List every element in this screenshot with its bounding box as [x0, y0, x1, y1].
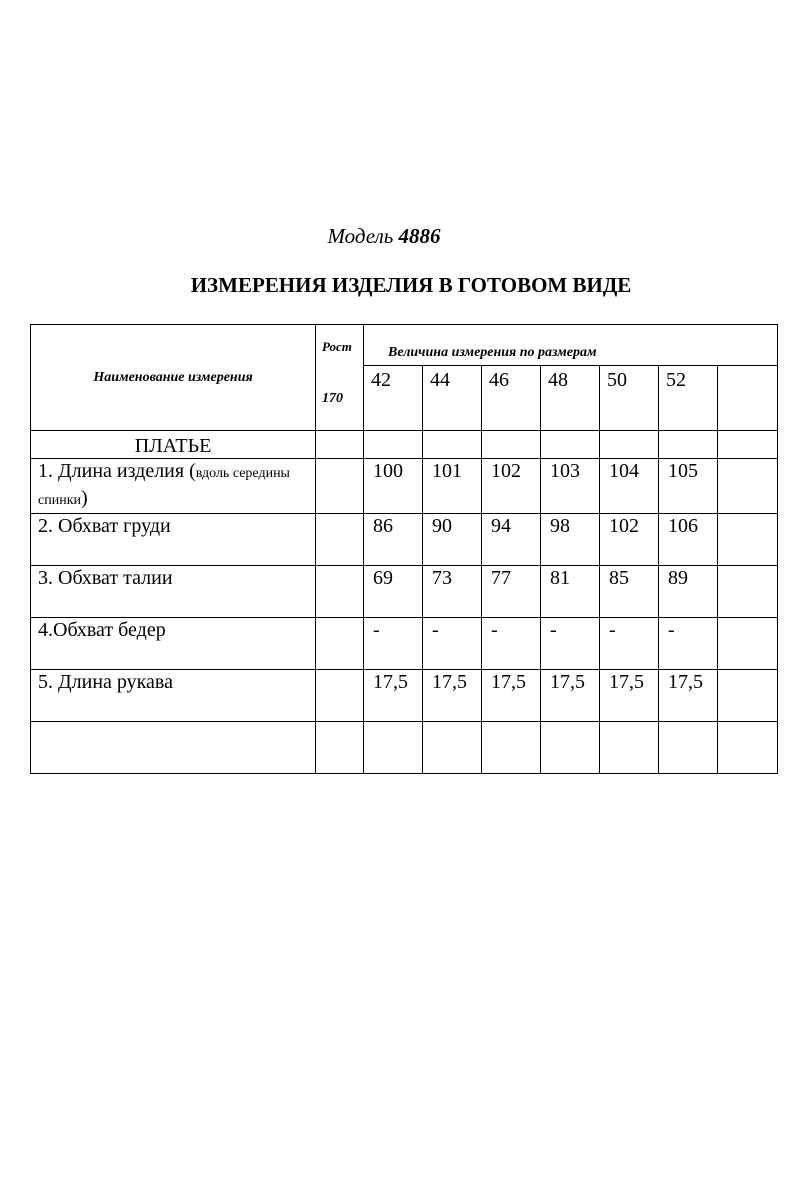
model-prefix: Модель: [327, 224, 399, 248]
value-cell: -: [423, 618, 482, 670]
measurements-table: [30, 324, 778, 774]
empty-cell: [718, 459, 778, 514]
value-cell: 105: [659, 459, 718, 514]
table-row: [31, 722, 778, 774]
value-cell: 17,5: [659, 670, 718, 722]
height-cell: [316, 618, 364, 670]
section-title: ПЛАТЬЕ: [31, 431, 316, 459]
row-label: 2. Обхват груди: [31, 514, 316, 566]
empty-cell: [718, 514, 778, 566]
size-header-cell: 48: [541, 366, 600, 431]
value-cell: 94: [482, 514, 541, 566]
value-cell: 69: [364, 566, 423, 618]
empty-cell: [718, 431, 778, 459]
empty-cell: [423, 431, 482, 459]
value-cell: -: [482, 618, 541, 670]
value-cell: 17,5: [482, 670, 541, 722]
empty-cell: [541, 722, 600, 774]
model-title: [0, 224, 768, 249]
empty-cell: [718, 566, 778, 618]
empty-cell: [718, 670, 778, 722]
value-cell: -: [600, 618, 659, 670]
value-cell: 98: [541, 514, 600, 566]
empty-cell: [718, 722, 778, 774]
value-cell: 17,5: [423, 670, 482, 722]
size-header-cell: 46: [482, 366, 541, 431]
value-cell: 77: [482, 566, 541, 618]
model-number: 4886: [398, 224, 441, 248]
value-cell: 102: [600, 514, 659, 566]
row-label: [31, 459, 316, 514]
row-label: 4.Обхват бедер: [31, 618, 316, 670]
value-cell: 81: [541, 566, 600, 618]
size-header-cell: 50: [600, 366, 659, 431]
empty-cell: [31, 722, 316, 774]
height-value: 170: [322, 391, 343, 406]
size-header-cell: 52: [659, 366, 718, 431]
value-cell: 17,5: [541, 670, 600, 722]
value-cell: -: [364, 618, 423, 670]
value-cell: 102: [482, 459, 541, 514]
empty-cell: [364, 722, 423, 774]
size-header-cell: 42: [364, 366, 423, 431]
row-label: 3. Обхват талии: [31, 566, 316, 618]
empty-cell: [718, 618, 778, 670]
empty-cell: [316, 431, 364, 459]
empty-cell: [600, 722, 659, 774]
table-row: [31, 459, 778, 514]
value-cell: 90: [423, 514, 482, 566]
row-label-text: 1. Длина изделия (: [38, 460, 196, 482]
document-title: ИЗМЕРЕНИЯ ИЗДЕЛИЯ В ГОТОВОМ ВИДЕ: [190, 273, 632, 297]
value-cell: 101: [423, 459, 482, 514]
value-cell: 103: [541, 459, 600, 514]
height-header: [316, 325, 364, 431]
value-cell: 104: [600, 459, 659, 514]
height-label: Рост: [322, 339, 352, 354]
row-label-end: ): [80, 487, 88, 509]
value-cell: 86: [364, 514, 423, 566]
value-cell: 17,5: [600, 670, 659, 722]
value-cell: 106: [659, 514, 718, 566]
row-label: 5. Длина рукава: [31, 670, 316, 722]
size-values-header: Величина измерения по размерам: [364, 325, 778, 366]
empty-cell: [482, 431, 541, 459]
value-cell: 89: [659, 566, 718, 618]
value-cell: 73: [423, 566, 482, 618]
table-row: [31, 566, 778, 618]
size-header-cell: 44: [423, 366, 482, 431]
value-cell: 85: [600, 566, 659, 618]
value-cell: -: [659, 618, 718, 670]
value-cell: 17,5: [364, 670, 423, 722]
empty-cell: [659, 722, 718, 774]
empty-cell: [423, 722, 482, 774]
empty-cell: [600, 431, 659, 459]
empty-cell: [364, 431, 423, 459]
empty-cell: [316, 722, 364, 774]
height-cell: [316, 566, 364, 618]
table-row: [31, 670, 778, 722]
height-cell: [316, 514, 364, 566]
row-label-note: вдоль середины спинки: [38, 466, 290, 508]
empty-cell: [541, 431, 600, 459]
measurement-name-header: Наименование измерения: [31, 325, 316, 431]
table-row: [31, 514, 778, 566]
empty-cell: [482, 722, 541, 774]
value-cell: 100: [364, 459, 423, 514]
table-row: [31, 618, 778, 670]
height-cell: [316, 459, 364, 514]
empty-cell: [659, 431, 718, 459]
height-cell: [316, 670, 364, 722]
value-cell: -: [541, 618, 600, 670]
size-header-cell: [718, 366, 778, 431]
